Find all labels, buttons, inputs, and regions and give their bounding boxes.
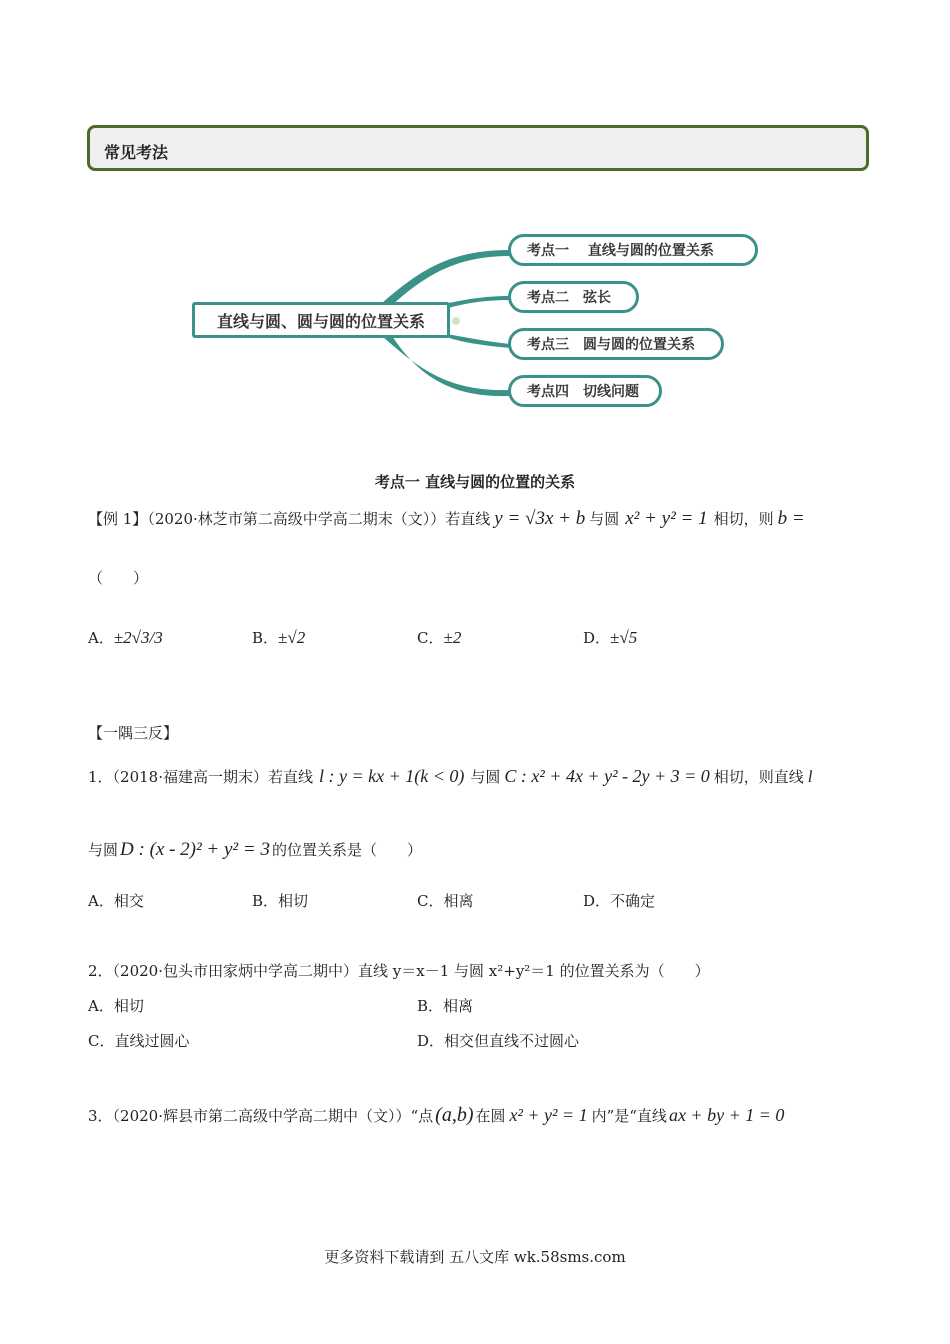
q3-num: 3．	[88, 1107, 113, 1125]
example1-end: 相切，则	[713, 510, 774, 528]
example1-option-d	[583, 627, 637, 648]
option-value: ±√5	[610, 628, 638, 647]
mindmap-node-3: 考点三 圆与圆的位置关系	[508, 328, 724, 360]
example1-option-b	[252, 627, 305, 648]
q2-line	[88, 960, 710, 981]
q1-num: 1．	[88, 768, 113, 786]
q1-option-b	[252, 890, 308, 911]
q1-source: （2018·福建高一期末）若直线	[112, 768, 313, 786]
footer-text: 更多资料下载请到 五八文库 wk.58sms.com	[324, 1248, 626, 1266]
example1-mid: 与圆	[589, 510, 620, 528]
mindmap-node-4: 考点四 切线问题	[508, 375, 662, 407]
mindmap-branch-2	[440, 296, 510, 308]
q2-option-c	[88, 1030, 190, 1051]
option-label: B．	[417, 997, 444, 1015]
example1-paren: （ ）	[88, 569, 149, 587]
option-label: A．	[88, 892, 114, 910]
q3-mid: 在圆	[475, 1107, 506, 1125]
section-heading: 考点一 直线与圆的位置的关系	[374, 473, 576, 491]
option-label: D．	[583, 629, 611, 647]
q2-num: 2．	[88, 962, 113, 980]
q3-eq-circle: x² + y² = 1	[509, 1105, 588, 1125]
option-value: 相交	[113, 892, 144, 910]
banner-title: 常见考法	[104, 143, 169, 162]
option-value: 不确定	[610, 892, 656, 910]
mindmap-branch-3	[440, 333, 510, 348]
mindmap-dot	[452, 317, 460, 325]
option-value: 相离	[443, 997, 474, 1015]
option-label: B．	[252, 629, 279, 647]
q1-option-c	[417, 890, 474, 911]
option-label: C．	[417, 629, 444, 647]
q3-source: （2020·辉县市第二高级中学高二期中（文））“点	[112, 1107, 434, 1125]
example1-line	[88, 508, 805, 530]
q1-option-d	[583, 890, 655, 911]
option-value: ±√2	[278, 628, 306, 647]
q2-option-b	[417, 995, 473, 1016]
q2-text: （2020·包头市田家炳中学高二期中）直线 y＝x－1 与圆 x²+y²＝1 的位置关系为（ ）	[112, 962, 710, 980]
example1-label: 【例 1】	[88, 510, 148, 528]
option-value: 相切	[278, 892, 309, 910]
q1-mid: 与圆	[470, 768, 501, 786]
q2-option-a	[88, 995, 144, 1016]
q1-line1	[88, 766, 813, 787]
mindmap-root: 直线与圆、圆与圆的位置关系	[192, 302, 450, 338]
example1-option-c	[417, 627, 461, 648]
q1-line2	[88, 839, 422, 861]
q3-mid2: 内”是“直线	[591, 1107, 667, 1125]
option-label: A．	[88, 629, 114, 647]
example1-eq-line: y = √3x + b	[494, 508, 586, 529]
q1-line2-end: 的位置关系是（ ）	[271, 841, 422, 859]
practice-heading: 【一隅三反】	[88, 724, 179, 742]
option-label: D．	[417, 1032, 445, 1050]
q2-option-d	[417, 1030, 579, 1051]
q1-var: l	[807, 767, 813, 786]
option-label: C．	[417, 892, 444, 910]
q1-end: 相切，则直线	[713, 768, 804, 786]
option-label: D．	[583, 892, 611, 910]
q1-eq-circle-d: D : (x - 2)² + y² = 3	[120, 839, 270, 860]
option-value: 相交但直线不过圆心	[444, 1032, 580, 1050]
q1-line2-start: 与圆	[88, 841, 119, 859]
example1-source: （2020·林芝市第二高级中学高二期末（文））若直线	[147, 510, 491, 528]
example1-option-a	[88, 627, 163, 648]
example1-var: b =	[777, 508, 805, 529]
option-value: ±2	[443, 628, 462, 647]
option-value: 直线过圆心	[114, 1032, 190, 1050]
option-label: B．	[252, 892, 279, 910]
option-value: 相离	[443, 892, 474, 910]
mindmap-node-2: 考点二 弦长	[508, 281, 639, 313]
q1-option-a	[88, 890, 144, 911]
q3-eq-line: ax + by + 1 = 0	[668, 1105, 785, 1125]
q1-eq-circle: C : x² + 4x + y² - 2y + 3 = 0	[504, 766, 710, 786]
mindmap-node-1: 考点一 直线与圆的位置关系	[508, 234, 758, 266]
q3-eq-point: (a,b)	[435, 1104, 474, 1126]
option-label: C．	[88, 1032, 115, 1050]
example1-eq-circle: x² + y² = 1	[625, 508, 708, 529]
option-value: ±2√3/3	[113, 628, 163, 647]
q1-eq-line: l : y = kx + 1(k < 0)	[319, 766, 465, 786]
option-value: 相切	[113, 997, 144, 1015]
option-label: A．	[88, 997, 114, 1015]
q3-line	[88, 1104, 784, 1127]
